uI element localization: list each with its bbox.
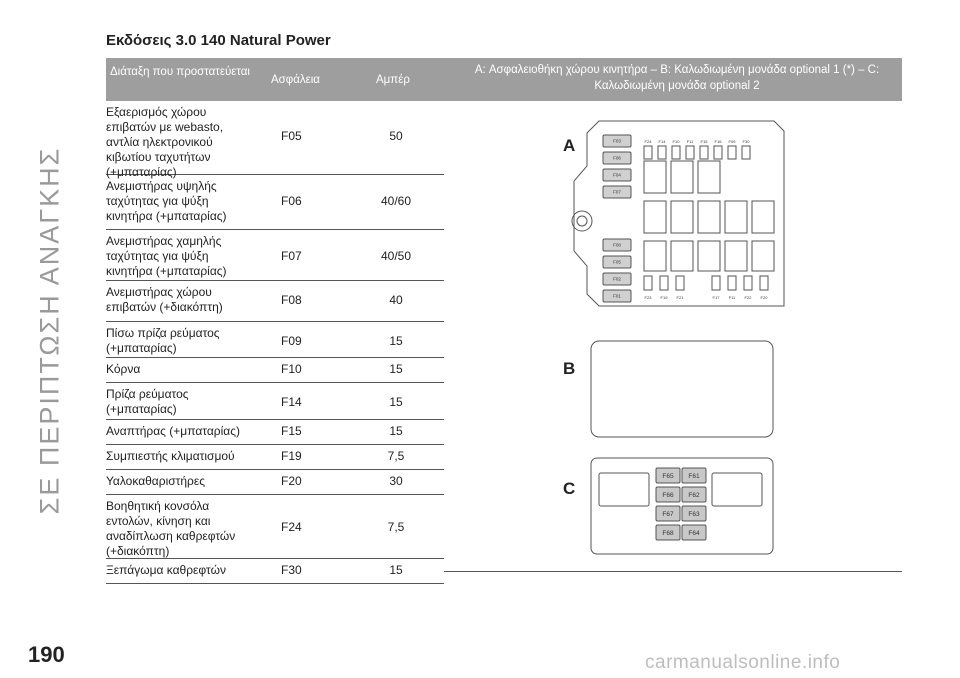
fuse-label: F64 [688,529,700,537]
diagram-label-a: A [563,136,576,155]
fuse-slot [660,276,668,290]
table-row [106,230,444,281]
fuse-slot [672,146,680,159]
row-device: Πίσω πρίζα ρεύματος (+μπαταρίας) [106,326,220,355]
diagram-label-b: B [563,359,576,378]
fuse-label: F07 [613,189,621,195]
fusebox-drawings [444,101,902,571]
row-device: Υαλοκαθαριστήρες [106,474,206,488]
watermark: carmanualsonline.info [645,652,841,673]
fuse-slot [714,146,722,159]
row-amp: 40/50 [380,249,412,263]
header-fuse: Ασφάλεια [271,74,320,86]
fuse-label: F30 [742,139,750,144]
fuse-label: F20 [760,295,768,300]
optional-fusebox-b [591,341,773,437]
row-device: Εξαερισμός χώρου επιβατών με webasto, αντλία ηλεκτρονικού κιβωτίου ταχυτήτων (+μπαταρίας) [106,105,224,179]
fuse-label: F17 [712,295,720,300]
row-device: Βοηθητική κονσόλα εντολών, κίνηση και αναδίπλωση καθρεφτών (+διακόπτη) [106,499,236,558]
fuse-slot [644,276,652,290]
table-row [106,175,444,230]
table-row [106,420,444,445]
row-device: Ξεπάγωμα καθρεφτών [106,563,226,577]
row-amp: 15 [389,334,403,348]
table-row [106,322,444,358]
fuse-label: F15 [700,139,708,144]
header-fusebox-legend: A: Ασφαλειοθήκη χώρου κινητήρα – B: Καλωδιωμένη μονάδα optional 1 (*) – C: Καλωδιωμένη μονάδα optional 2 [474,64,880,92]
row-device: Αναπτήρας (+μπαταρίας) [106,424,240,438]
table-row [106,445,444,470]
row-device: Κόρνα [106,362,141,376]
fuse-label: F68 [662,529,674,537]
row-fuse: F19 [281,449,302,463]
table-row [106,101,444,179]
fuse-label: F05 [613,259,621,265]
fuse-slots-bottom [644,276,768,300]
table-row [106,358,444,383]
fuse-label: F62 [688,491,700,499]
fuse-label: F10 [672,139,680,144]
fuse-label: F63 [688,510,700,518]
fuse-slot [644,146,652,159]
row-fuse: F14 [281,395,302,409]
fuse-label: F23 [644,295,652,300]
fuse-label: F67 [662,510,674,518]
row-amp: 15 [389,563,403,577]
fuse-label: F11 [728,295,736,300]
fuse-label: F14 [658,139,666,144]
fuse-slots-left [603,135,631,302]
row-fuse: F05 [281,129,302,143]
fuse-label: F08 [613,242,621,248]
fuse-label: F06 [613,155,621,161]
row-amp: 50 [389,129,403,143]
table-row [106,559,444,584]
fuse-slot [728,146,736,159]
fuse-label: F21 [676,295,684,300]
row-amp: 15 [389,362,403,376]
fuse-slot [742,146,750,159]
fuse-label: F61 [688,472,700,480]
fuse-label: F11 [686,139,694,144]
row-amp: 40 [389,293,403,307]
page-number: 190 [28,642,65,667]
header-protected-device: Διάταξη που προστατεύεται [110,66,250,78]
fuse-label: F24 [644,139,652,144]
table-row [106,470,444,495]
row-device: Ανεμιστήρας χώρου επιβατών (+διακόπτη) [106,285,223,314]
fuse-slot [676,276,684,290]
fuse-slot [760,276,768,290]
table-bottom-rule [444,571,902,572]
table-row [106,383,444,420]
fuse-label: F65 [662,472,674,480]
row-fuse: F10 [281,362,302,376]
table-row [106,495,444,559]
fuse-label: F04 [613,172,621,178]
row-amp: 7,5 [387,449,405,463]
row-fuse: F20 [281,474,302,488]
row-fuse: F07 [281,249,302,263]
row-device: Συμπιεστής κλιματισμού [106,449,235,463]
diagram-label-c: C [563,479,576,498]
fusebox-diagrams [444,101,902,571]
fuse-label: F22 [744,295,752,300]
fuse-slot [658,146,666,159]
side-section-title: ΣΕ ΠΕΡΙΠΤΩΣΗ ΑΝΑΓΚΗΣ [34,146,65,514]
fuse-slots-c [656,468,706,540]
row-amp: 15 [389,395,403,409]
row-amp: 40/60 [380,194,412,208]
fuse-slot [744,276,752,290]
row-fuse: F30 [281,563,302,577]
row-device: Ανεμιστήρας υψηλής ταχύτητας για ψύξη κινητήρα (+μπαταρίας) [106,179,227,223]
row-fuse: F08 [281,293,302,307]
fuse-label: F02 [613,276,621,282]
row-fuse: F06 [281,194,302,208]
row-amp: 30 [389,474,403,488]
fuse-label: F09 [728,139,736,144]
header-ampere: Αμπέρ [376,74,410,86]
fuse-slot [686,146,694,159]
table-header [106,58,902,101]
row-device: Πρίζα ρεύματος (+μπαταρίας) [106,387,189,416]
fuse-label: F03 [613,138,621,144]
fuse-slot [700,146,708,159]
row-fuse: F15 [281,424,302,438]
row-fuse: F24 [281,520,302,534]
fuse-label: F16 [714,139,722,144]
fuse-label: F66 [662,491,674,499]
row-device: Ανεμιστήρας χαμηλής ταχύτητας για ψύξη κινητήρα (+μπαταρίας) [106,234,227,278]
fuse-label: F01 [613,293,621,299]
fuse-slot [728,276,736,290]
fuse-slots-top [644,139,750,159]
fuse-slot [712,276,720,290]
fuse-label: F19 [660,295,668,300]
row-amp: 7,5 [387,520,405,534]
table-row [106,281,444,322]
row-amp: 15 [389,424,403,438]
row-fuse: F09 [281,334,302,348]
section-heading: Εκδόσεις 3.0 140 Natural Power [106,32,331,49]
fuse-table [106,101,444,584]
